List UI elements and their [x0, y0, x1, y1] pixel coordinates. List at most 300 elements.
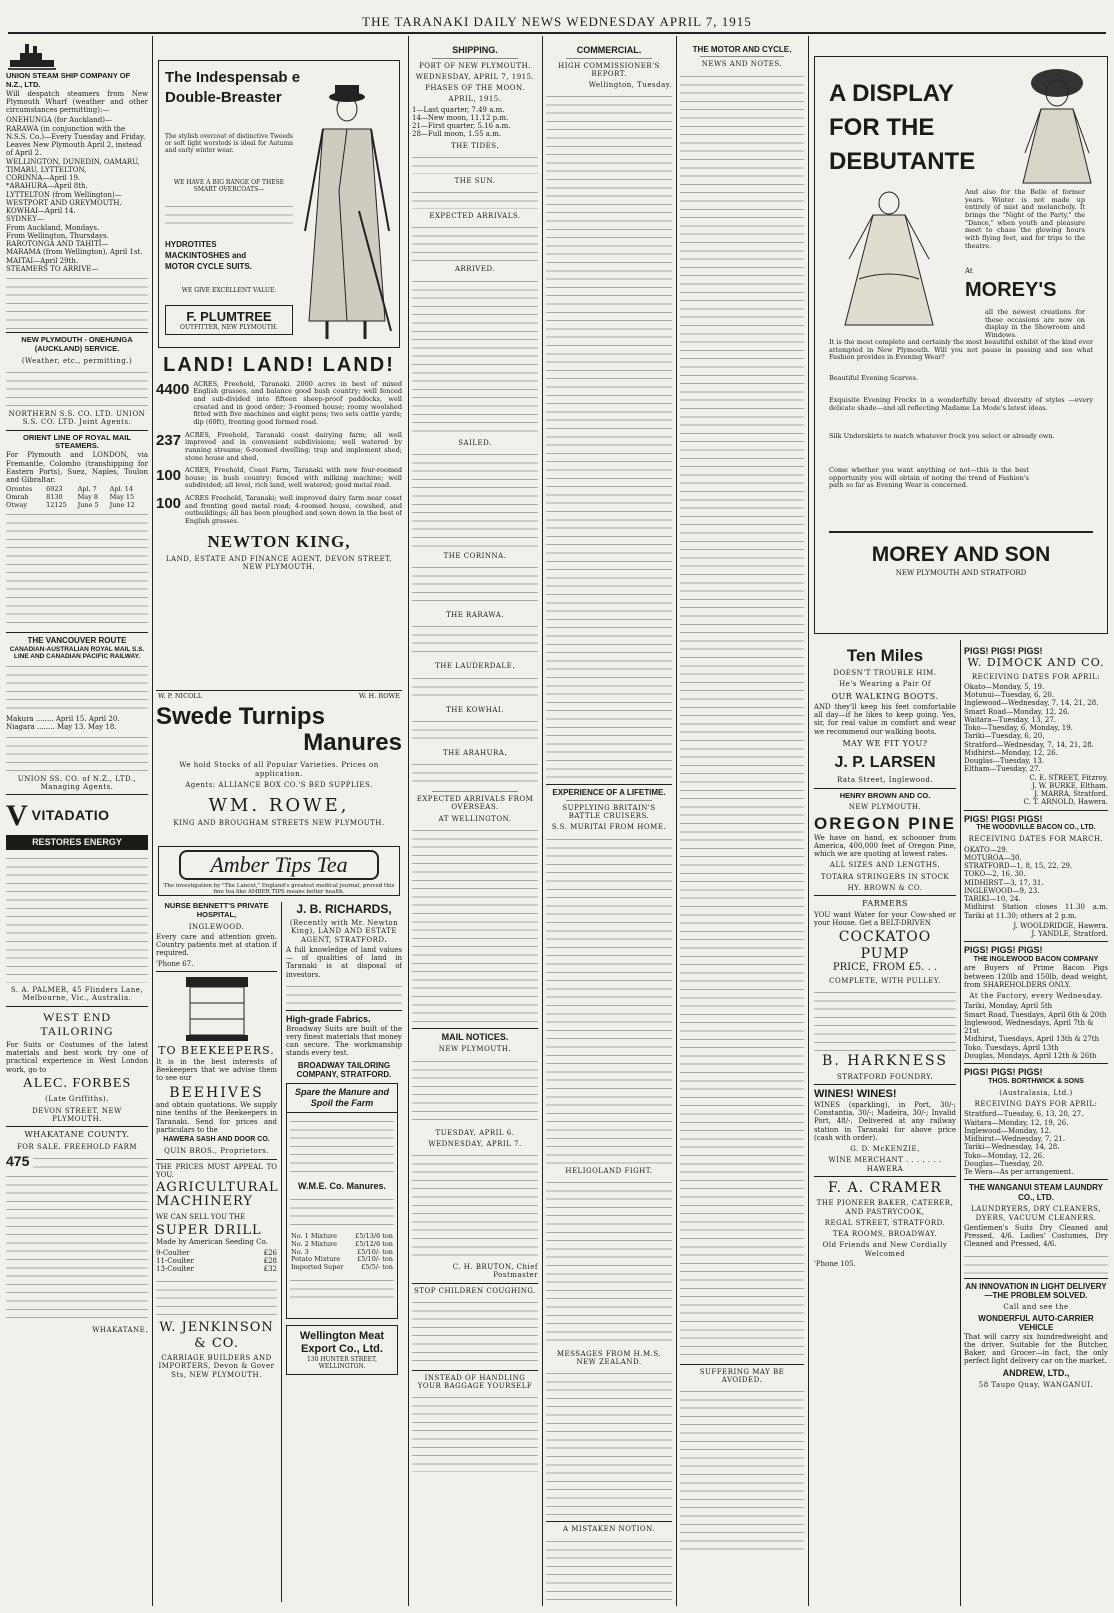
plumtree-range: WE HAVE A BIG RANGE OF THESE SMART OVERCOATS—	[173, 179, 285, 194]
woodville-note: Midhirst Station closes 11.30 a.m. Tariki at 11.30; others at 2 p.m.	[964, 903, 1108, 920]
swede-turnips: Swede Turnips	[156, 702, 325, 730]
pigs-banner-4: PIGS! PIGS! PIGS!	[964, 1067, 1043, 1078]
woodville-date-line: MOTUROA—30.	[964, 853, 1022, 862]
cockatoo-details	[814, 987, 956, 1053]
drill-price-row-label: 13-Coulter	[156, 1265, 194, 1274]
land-title: LAND! LAND! LAND!	[163, 354, 395, 376]
usc-sailing-line: ONEHUNGA (for Auckland)—	[6, 116, 112, 125]
wme-price-row-label: No. 2 Mixture	[291, 1239, 337, 1248]
beehive-illustration	[182, 975, 252, 1043]
land-listings	[156, 381, 402, 528]
nurse-text: Every care and attention given. Country patients met at station if required.	[156, 932, 277, 958]
wanganui-laundry: THE WANGANUI STEAM LAUNDRY CO., LTD.	[969, 1183, 1103, 1202]
pigs-banner-3: PIGS! PIGS! PIGS!	[964, 945, 1043, 956]
moreys-text: all the newest creations for these occasions are now on display in the Showroom and Windows.	[985, 308, 1085, 339]
come-text: Come whether you want anything or not—this is the best opportunity you will obtain of noting the trend of Fashion's path so far as Evening Wear is concerned.	[829, 466, 1029, 490]
richards-subtitle: (Recently with Mr. Newton King), LAND AND ESTATE AGENT, STRATFORD.	[289, 919, 399, 944]
orient-row	[6, 502, 148, 510]
whakatane-subtitle: FOR SALE. FREEHOLD FARM	[16, 1142, 138, 1151]
mail-wed-text	[412, 1150, 538, 1260]
beehives-heading: BEEHIVES	[169, 1084, 264, 1101]
usc-notes-text	[6, 273, 148, 329]
broadway-tailoring: BROADWAY TAILORING COMPANY, STRATFORD.	[296, 1060, 392, 1079]
cvr-sailing-line: Makura ........ April 15. April 20.	[6, 715, 120, 724]
beekeepers-title: TO BEEKEEPERS.	[158, 1043, 275, 1057]
vitadatio-signature: S. A. PALMER, 45 Flinders Lane, Melbourne, Vic., Australia.	[10, 986, 144, 1003]
orient-cell: May 15	[109, 492, 135, 501]
oregon-pine: OREGON PINE	[814, 813, 956, 833]
woodville-date-line: TARIKI—10, 24.	[964, 895, 1021, 904]
motor-column	[680, 42, 804, 1602]
cvr-notes	[6, 732, 148, 772]
masthead-rule	[8, 32, 1106, 34]
spare-manure-text	[290, 1116, 394, 1178]
jenkinson-address: CARRIAGE BUILDERS AND IMPORTERS, Devon & Gover Sts, NEW PLYMOUTH.	[158, 1354, 275, 1379]
wellington-meat-address: 130 HUNTER STREET, WELLINGTON.	[306, 1356, 378, 1371]
inglewood-factory: At the Factory, every Wednesday.	[969, 992, 1103, 1001]
drill-price-row	[156, 1249, 277, 1257]
cvr-title: THE VANCOUVER ROUTE	[27, 636, 127, 646]
shipping-date: WEDNESDAY, APRIL 7, 1915.	[415, 72, 535, 81]
mail-heading: MAIL NOTICES.	[441, 1031, 509, 1042]
andrew-address: 58 Taupo Quay, WANGANUI.	[978, 1381, 1094, 1390]
forbes-note: (Late Griffiths).	[45, 1095, 109, 1104]
column-rule	[808, 36, 809, 1606]
amber-tips-ad	[158, 846, 400, 896]
borthwick-name: THOS. BORTHWICK & SONS	[988, 1077, 1084, 1085]
newton-king-address: LAND, ESTATE AND FINANCE AGENT, DEVON STREET, NEW PLYMOUTH.	[165, 554, 393, 572]
plumtree-name: F. PLUMTREE	[186, 309, 272, 324]
experience-heading: EXPERIENCE OF A LIFETIME.	[552, 788, 666, 798]
borthwick-date-line: Tariki—Wednesday, 14, 28.	[964, 1143, 1060, 1152]
nurse-phone: 'Phone 67.	[156, 959, 194, 968]
postmaster-signature: C. H. BRUTON, Chief Postmaster	[452, 1263, 538, 1280]
cramer-name: F. A. CRAMER	[828, 1179, 942, 1196]
orient-cell: 8130	[46, 492, 63, 501]
usc-sailing-line: STEAMERS TO ARRIVE—	[6, 264, 99, 273]
nps-text	[6, 367, 148, 407]
moon-phase-line: 21—First quarter, 5.16 a.m.	[412, 122, 511, 131]
orient-table	[6, 486, 148, 509]
usc-sailings	[6, 116, 148, 273]
usc-sailing-line: *ARAHURA—April 8th.	[6, 182, 88, 191]
boots-text: AND they'll keep his feet comfortable all day—if he likes to keep going. Yes, sir, for real value in comfort and wear we recommend our walking boots.	[814, 702, 956, 736]
nps-agents: NORTHERN S.S. CO. LTD. UNION S.S. CO. LTD. Joint Agents.	[8, 410, 146, 427]
wme-prices	[287, 1233, 397, 1271]
harkness-foundry: STRATFORD FOUNDRY.	[836, 1072, 933, 1081]
drill-prices	[156, 1249, 277, 1274]
tides-text	[412, 152, 538, 174]
hawera-sash: HAWERA SASH AND DOOR CO.	[163, 1136, 270, 1144]
plumtree-range-text	[165, 201, 293, 229]
drill-price-row-price: £32	[263, 1265, 277, 1274]
wines-heading: WINES! WINES!	[814, 1087, 897, 1100]
vitadatio-text	[6, 853, 148, 983]
column-rule	[542, 36, 543, 1606]
mail-text	[412, 1056, 538, 1126]
wme-price-row-label: No. 1 Mixture	[291, 1232, 337, 1241]
moon-phase-line: 1—Last quarter, 7.49 a.m.	[412, 105, 505, 114]
dimock-date-line: Okato—Monday, 5, 19.	[964, 682, 1045, 691]
vitadatio-tagline: RESTORES ENERGY	[6, 835, 148, 850]
column-rule	[960, 640, 961, 1606]
whakatane-text	[6, 1171, 148, 1323]
cramer-welcome: Old Friends and New Cordially Welcomed	[822, 1241, 948, 1258]
heligoland-text	[546, 1177, 672, 1347]
woodville-date-line: OKATO—29.	[964, 845, 1008, 854]
scarves-text: Beautiful Evening Scarves.	[829, 374, 919, 382]
drill-price-row-label: 9-Coulter	[156, 1248, 190, 1257]
mail-tuesday: TUESDAY, APRIL 6.	[435, 1128, 515, 1137]
dimock-date-line: Motunui—Tuesday, 6, 20.	[964, 691, 1055, 700]
woodville-date-line: INGLEWOOD—9, 23.	[964, 886, 1040, 895]
corinna-heading: THE CORINNA.	[443, 551, 507, 560]
usc-sailing-line: MARAMA (from Wellington), April 1st.	[6, 248, 143, 257]
experience-text	[546, 834, 672, 1164]
jenkinson-name: W. JENKINSON & CO.	[159, 1320, 274, 1351]
ten-miles-subtitle: DOESN'T TROUBLE HIM.	[833, 669, 937, 678]
wme-manures-ad	[286, 1083, 398, 1319]
dimock-date-line: Eltham—Tuesday, 27.	[964, 765, 1041, 774]
lower-ads	[814, 646, 956, 1604]
rowe-address: KING AND BROUGHAM STREETS NEW PLYMOUTH.	[173, 819, 385, 828]
dimock-agent: C. T. ARNOLD, Hawera.	[1023, 798, 1108, 807]
suffering-text	[680, 1386, 804, 1556]
borthwick-date-line: Douglas—Tuesday, 20.	[964, 1159, 1044, 1168]
news-notes-heading: NEWS AND NOTES.	[701, 60, 783, 69]
messages-text	[546, 1368, 672, 1518]
nicoll-name: W. P. NICOLL	[158, 692, 203, 700]
morey-ad	[814, 56, 1108, 634]
orient-cell: Apl. 7	[77, 485, 97, 494]
frocks-text: Exquisite Evening Frocks in a wonderfully broad diversity of styles —every delicate shade—and all reflecting Madame La Mode's latest ideas.	[829, 396, 1093, 412]
harkness-name: B. HARKNESS	[822, 1053, 948, 1070]
display-heading-1: A DISPLAY	[829, 80, 954, 107]
laundry-services: LAUNDRYERS, DRY CLEANERS, DYERS, VACUUM CLEANERS.	[971, 1205, 1101, 1222]
wme-price-row-price: £5/5/- ton	[361, 1262, 393, 1271]
stop-coughing-text	[412, 1297, 538, 1367]
drill-text	[156, 1276, 277, 1316]
plumtree-list-item: MACKINTOSHES and	[165, 251, 247, 261]
moreys-logo: MOREY'S	[965, 279, 1057, 301]
woodville-dates-title: RECEIVING DATES FOR MARCH.	[968, 835, 1104, 844]
usc-sailing-line: From Wellington, Thursdays.	[6, 231, 109, 240]
amber-tips-logo: Amber Tips Tea	[179, 850, 379, 880]
land-description: ACRES Freehold, Taranaki; well improved dairy farm near coast and fronting good metal road; 4-roomed house, cowshed, and outbuildings; all has been ploughed and sown down in the best of English grasses.	[185, 494, 402, 526]
dimock-date-line: Midhirst—Monday, 12, 26.	[964, 748, 1058, 757]
forbes-name: ALEC. FORBES	[22, 1075, 132, 1091]
cramer-tea: TEA ROOMS, BROADWAY.	[832, 1230, 938, 1239]
hawera-proprietors: QUIN BROS., Proprietors.	[164, 1147, 269, 1156]
orient-cell: June 12	[109, 500, 135, 509]
orient-title: ORIENT LINE OF ROYAL MAIL STEAMERS.	[23, 432, 131, 451]
woodville-signature: J. WOOLDRIDGE, Hawera.	[1013, 921, 1108, 930]
rowe-ad	[156, 690, 402, 840]
usc-sailing-line: RAROTONGA AND TAHITI—	[6, 240, 109, 249]
drill-price-row-label: 11-Coulter	[156, 1256, 194, 1265]
underskirts-text: Silk Underskirts to match whatever frock you select or already own.	[829, 432, 1055, 440]
richards-text: A full knowledge of land values — of qualities of land in Taranaki is at disposal of investors.	[286, 945, 402, 979]
vitadatio-logo-v: V	[6, 799, 28, 833]
dimock-date-line: Inglewood—Wednesday, 7, 14, 21, 28.	[964, 699, 1099, 708]
orient-cell: 12125	[46, 500, 67, 509]
mistaken-text	[546, 1536, 672, 1602]
woodville-date-line: STRATFORD—1, 8, 15, 22, 29.	[964, 862, 1073, 871]
muritai-heading: S.S. MURITAI FROM HOME.	[551, 823, 667, 832]
land-listing	[156, 432, 402, 465]
land-acres: 100	[156, 495, 182, 513]
inglewood-date-line: Tariki, Monday, April 5th	[964, 1002, 1053, 1011]
expected-heading: EXPECTED ARRIVALS.	[429, 212, 521, 221]
richards-name: J. B. RICHARDS,	[296, 902, 392, 916]
dimock-agent: J. W. BURKE, Eltham.	[1032, 781, 1108, 790]
tides-heading: THE TIDES.	[450, 141, 500, 150]
borthwick-date-line: Stratford—Tuesday, 6, 13, 20, 27.	[964, 1110, 1084, 1119]
borthwick-dates	[964, 1110, 1108, 1176]
steamship-icon	[8, 42, 56, 72]
exhibit-text: It is the most complete and certainly the most beautiful exhibit of the kind ever attempted in New Plymouth. Will you not pause in passing and see what Fashion provides in Evening Wear?	[829, 338, 1093, 362]
land-listing	[156, 495, 402, 528]
dimock-name: W. DIMOCK AND CO.	[967, 655, 1105, 669]
laundry-text: Gentlemen's Suits Dry Cleaned and Pressed, 4/6. Ladies' Costumes, Dry Cleaned and Pressed, 4/6.	[964, 1223, 1108, 1249]
shipping-column	[412, 42, 538, 1602]
inglewood-date-line: Smart Road, Tuesdays, April 6th & 20th	[964, 1010, 1107, 1019]
arahura-heading: THE ARAHURA.	[442, 748, 508, 757]
amber-tips-text: The investigation by "The Lancet," England's greatest medical journal, proved this fine tea like AMBER TIPS means better health.	[163, 882, 395, 896]
dimock-date-line: Toko—Tuesday, 6, Monday, 19.	[964, 724, 1073, 733]
borthwick-date-line: Midhirst—Wednesday, 7, 21.	[964, 1135, 1066, 1144]
wme-foot-text	[290, 1275, 394, 1299]
cramer-address: REGAL STREET, STRATFORD.	[824, 1218, 946, 1227]
walking-boots: OUR WALKING BOOTS.	[831, 691, 939, 701]
supplying-heading: SUPPLYING BRITAIN'S BATTLE CRUISERS.	[562, 803, 656, 821]
wellington-meat-ad	[286, 1325, 398, 1375]
land-description: ACRES, Freehold, Taranaki coast dairying farm; all well improved and in convenient subdivisions; well watered by running streams; 6-roomed dwelling; trap and implement shed; stone house and shed.	[185, 430, 402, 462]
hcr-dateline: Wellington, Tuesday.	[588, 81, 672, 90]
wme-price-row-label: No. 3	[291, 1247, 309, 1256]
dimock-date-line: Douglas—Tuesday, 13.	[964, 757, 1044, 766]
whakatane-title: WHAKATANE COUNTY.	[24, 1130, 130, 1140]
commercial-heading: COMMERCIAL.	[576, 45, 642, 55]
at-wellington: AT WELLINGTON.	[438, 814, 512, 823]
auto-carrier-text: That will carry six hundredweight and the driver. Suitable for the Butcher, Baker, and Grocer—in fact, the only perfect light delivery car on the market.	[964, 1332, 1108, 1366]
shipping-heading: SHIPPING.	[452, 45, 498, 55]
ten-miles: Ten Miles	[846, 646, 924, 665]
plumtree-ad	[158, 60, 400, 348]
orient-cell: Orontes	[6, 485, 33, 494]
hg-fabrics-title: High-grade Fabrics.	[286, 1013, 371, 1024]
moon-month: APRIL, 1915.	[448, 95, 502, 104]
wme-price-row-price: £5/12/6 ton	[355, 1239, 393, 1248]
kowhai-heading: THE KOWHAI.	[446, 705, 504, 714]
fit-you: MAY WE FIT YOU?	[842, 738, 928, 748]
westend-text: For Suits or Costumes of the latest materials and best work try one of practical experience in West London work, go to	[6, 1040, 148, 1074]
oregon-text: We have on hand, ex schooner from America, 400,000 feet of Oregon Pine, which we are quoting at lowest rates.	[814, 833, 956, 859]
overseas-heading: EXPECTED ARRIVALS FROM OVERSEAS.	[416, 795, 534, 812]
debutante-text: And also for the Belle of former years. Winter is not made up entirely of mist and melancholy. It brings the "Night of the Party," the "Dance," when youth and pleasure meet to chase the glowing hours with flying feet, and for trips to the theatre.	[965, 188, 1085, 250]
column-rule	[676, 36, 677, 1606]
orient-cell: May 8	[77, 492, 99, 501]
overseas-text	[412, 825, 538, 1025]
hcr-text	[546, 91, 672, 781]
usc-sailing-line: KOWHAI—April 14.	[6, 207, 76, 216]
hg-fabrics-text: Broadway Suits are built of the very finest materials that money can secure. The workmanship stands every test.	[286, 1024, 402, 1058]
mail-wednesday: WEDNESDAY, APRIL 7.	[428, 1139, 522, 1148]
woodville-name: THE WOODVILLE BACON CO., LTD.	[976, 824, 1096, 832]
woodville-signatures	[964, 922, 1108, 939]
moon-phase-line: 28—Full moon, 1.55 a.m.	[412, 130, 502, 139]
plumtree-list	[165, 239, 293, 273]
motor-text	[680, 71, 804, 1361]
hcr-heading: HIGH COMMISSIONER'S REPORT.	[558, 61, 660, 78]
whakatane-foot: WHAKATANE.	[92, 1325, 148, 1334]
land-ad	[156, 354, 402, 684]
heligoland-heading: HELIGOLAND FIGHT.	[565, 1166, 653, 1175]
beekeepers-text: It is in the best interests of Beekeepers that we advise them to see our	[156, 1057, 277, 1083]
usc-sailing-line: MAITAI—April 29th.	[6, 256, 79, 265]
usc-sailing-line: RARAWA (in conjunction with the N.S.S. Co.)—Every Tuesday and Friday.	[6, 124, 146, 141]
inglewood-date-line: Douglas, Mondays, April 12th & 26th	[964, 1051, 1097, 1060]
borthwick-date-line: Te Wera—As per arrangement.	[964, 1168, 1074, 1177]
borthwick-date-line: Waitara—Monday, 12, 19, 26.	[964, 1118, 1069, 1127]
newton-king: NEWTON KING,	[207, 531, 351, 551]
call-see: Call and see the	[1003, 1303, 1069, 1312]
sell-you-the: WE CAN SELL YOU THE	[156, 1212, 246, 1221]
usc-sailing-line: CORINNA—April 19.	[6, 174, 81, 183]
land-listing	[156, 381, 402, 429]
sailed-heading: SAILED.	[458, 438, 492, 447]
orient-cell: Omrah	[6, 492, 29, 501]
nurse-title: NURSE BENNETT'S PRIVATE HOSPITAL,	[164, 902, 269, 919]
dimock-agent: J. MARRA, Stratford.	[1034, 790, 1108, 799]
woodville-signature: J. YANDLE, Stratford.	[1031, 930, 1108, 939]
usc-sailing-line: LYTTELTON (from Wellington)—	[6, 190, 122, 199]
orient-text	[6, 509, 148, 629]
pigs-banner: PIGS! PIGS! PIGS!	[964, 646, 1043, 656]
all-sizes: ALL SIZES AND LENGTHS.	[829, 861, 941, 870]
forbes-address: DEVON STREET, NEW PLYMOUTH.	[32, 1106, 122, 1123]
super-drill: SUPER DRILL	[156, 1223, 262, 1239]
agricultural-machinery: AGRICULTURAL MACHINERY	[156, 1180, 279, 1210]
orient-subtitle: For Plymouth and LONDON, via Fremantle, Colombo (transhipping for Eastern Ports), Suez, Naples, Toulon and Gibraltar.	[6, 451, 148, 485]
totara: TOTARA STRINGERS IN STOCK	[820, 872, 950, 881]
land-acres: 4400	[156, 380, 190, 398]
laundry-more	[964, 1251, 1108, 1275]
inglewood-dates	[964, 1002, 1108, 1060]
lauderdale-text	[412, 673, 538, 703]
woodville-dates	[964, 846, 1108, 904]
rowe-initials: W. H. ROWE	[358, 692, 400, 700]
whakatane-acres: 475	[6, 1152, 30, 1169]
cvr-sailings	[6, 715, 148, 732]
beekeepers-text-2: and obtain quotations. We supply nine tenths of the Beekeepers in Taranaki. Send for prices and particulars to the	[156, 1101, 277, 1134]
spare-manure-heading: Spare the Manure and Spoil the Farm	[287, 1084, 397, 1112]
cvr-subtitle: CANADIAN-AUSTRALIAN ROYAL MAIL S.S. LINE AND CANADIAN PACIFIC RAILWAY.	[9, 645, 145, 661]
inglewood-date-line: Toko, Tuesdays, April 13th	[964, 1043, 1059, 1052]
cvr-text	[6, 661, 148, 715]
manures-heading: Manures	[303, 728, 402, 756]
land-acres: 237	[156, 431, 182, 449]
usc-sailing-line: Leaves New Plymouth April 2, instead of April 2.	[6, 141, 142, 158]
sailed-text	[412, 449, 538, 549]
plumtree-headline-1: The Indespensab e	[165, 69, 301, 86]
lauderdale-heading: THE LAUDERDALE.	[435, 662, 515, 671]
plumtree-address: OUTFITTER, NEW PLYMOUTH.	[180, 324, 278, 332]
dimock-date-line: Smart Road—Monday, 12, 26.	[964, 707, 1070, 716]
dimock-dates	[964, 683, 1108, 774]
dimock-date-line: Waitara—Tuesday, 13, 27.	[964, 715, 1057, 724]
inglewood-text: are Buyers of Prime Bacon Pigs between 120lb and 150lb, dead weight, from SHAREHOLDERS ONLY.	[964, 964, 1108, 989]
borthwick-date-line: Toko—Monday, 12, 26.	[964, 1151, 1045, 1160]
moon-heading: PHASES OF THE MOON.	[425, 84, 525, 93]
at-label: At	[965, 267, 973, 275]
land-listing	[156, 467, 402, 492]
arrived-heading: ARRIVED.	[454, 265, 496, 274]
shipping-ads-column	[6, 40, 148, 1605]
orient-cell: Apl. 14	[109, 485, 133, 494]
wme-price-row-label: Imported Super	[291, 1262, 344, 1271]
nps-subtitle: (Weather, etc., permitting.)	[21, 356, 133, 365]
borthwick-sub: (Australasia, Ltd.)	[999, 1088, 1073, 1097]
hy-brown: HY. BROWN & CO.	[847, 883, 923, 892]
super-drill-maker: Made by American Seeding Co.	[156, 1238, 268, 1247]
richards-more	[286, 981, 402, 1007]
mail-np: NEW PLYMOUTH.	[438, 1045, 512, 1054]
motor-heading: THE MOTOR AND CYCLE.	[692, 45, 792, 54]
henry-brown: HENRY BROWN AND CO.	[839, 790, 931, 800]
usc-sailing-line: From Auckland, Mondays.	[6, 223, 100, 232]
ten-miles-text: He's Wearing a Pair Of	[839, 680, 931, 689]
rarawa-text	[412, 621, 538, 659]
masthead: THE TARANAKI DAILY NEWS WEDNESDAY APRIL 7, 1915	[362, 14, 752, 29]
usc-sailing-line: SYDNEY—	[6, 215, 44, 224]
mckenzie-name: G. D. McKENZIE,	[850, 1145, 920, 1154]
wellington-meat-name: Wellington Meat Export Co., Ltd.	[299, 1330, 385, 1356]
kowhai-text	[412, 716, 538, 746]
swede-text: We hold Stocks of all Popular Varieties. Prices on application.	[179, 761, 379, 778]
rarawa-heading: THE RARAWA.	[445, 611, 505, 620]
plumtree-text: The stylish overcoat of distinctive Tweeds or soft light worsteds is ideal for Autumn and early winter wear.	[165, 133, 293, 155]
arrived-text	[412, 276, 538, 436]
cockatoo-text: YOU want Water for your Cow-shed or your House. Get a BELT-DRIVEN	[814, 910, 956, 927]
drill-price-row-price: £26	[263, 1248, 277, 1257]
morey-son-address: NEW PLYMOUTH AND STRATFORD	[895, 569, 1027, 577]
nurse-town: INGLEWOOD.	[188, 922, 245, 931]
drill-price-row	[156, 1257, 277, 1265]
borthwick-dates-title: RECEIVING DAYS FOR APRIL:	[974, 1100, 1098, 1109]
usc-title: UNION STEAM SHIP COMPANY OF N.Z., LTD.	[6, 71, 131, 89]
cramer-title: THE PIONEER BAKER, CATERER, AND PASTRYCOOK,	[816, 1199, 954, 1216]
suffering-heading: SUFFERING MAY BE AVOIDED.	[699, 1367, 785, 1384]
commercial-column	[546, 42, 672, 1602]
vitadatio-ad	[6, 798, 148, 833]
port-heading: PORT OF NEW PLYMOUTH.	[419, 61, 531, 70]
usc-sailing-line: WESTPORT AND GREYMOUTH.	[6, 198, 122, 207]
drill-price-row	[156, 1265, 277, 1273]
plumtree-headline-2: Double-Breaster	[165, 89, 282, 106]
swede-agents: Agents: ALLIANCE BOX CO.'S BED SUPPLIES.	[185, 780, 373, 789]
sun-heading: THE SUN.	[454, 176, 496, 185]
inglewood-date-line: Inglewood, Wednesdays, April 7th & 21st	[964, 1018, 1094, 1036]
prices-appeal: THE PRICES MUST APPEAL TO YOU.	[156, 1162, 277, 1179]
wme-price-row-price: £5/13/6 ton	[355, 1232, 393, 1241]
baggage-text	[412, 1392, 538, 1472]
cockatoo-price: PRICE, FROM £5. . .	[832, 962, 938, 974]
drill-price-row-price: £28	[263, 1256, 277, 1265]
andrew-name: ANDREW, LTD.,	[1002, 1367, 1070, 1378]
orient-cell: Otway	[6, 500, 28, 509]
expected-text	[412, 222, 538, 262]
